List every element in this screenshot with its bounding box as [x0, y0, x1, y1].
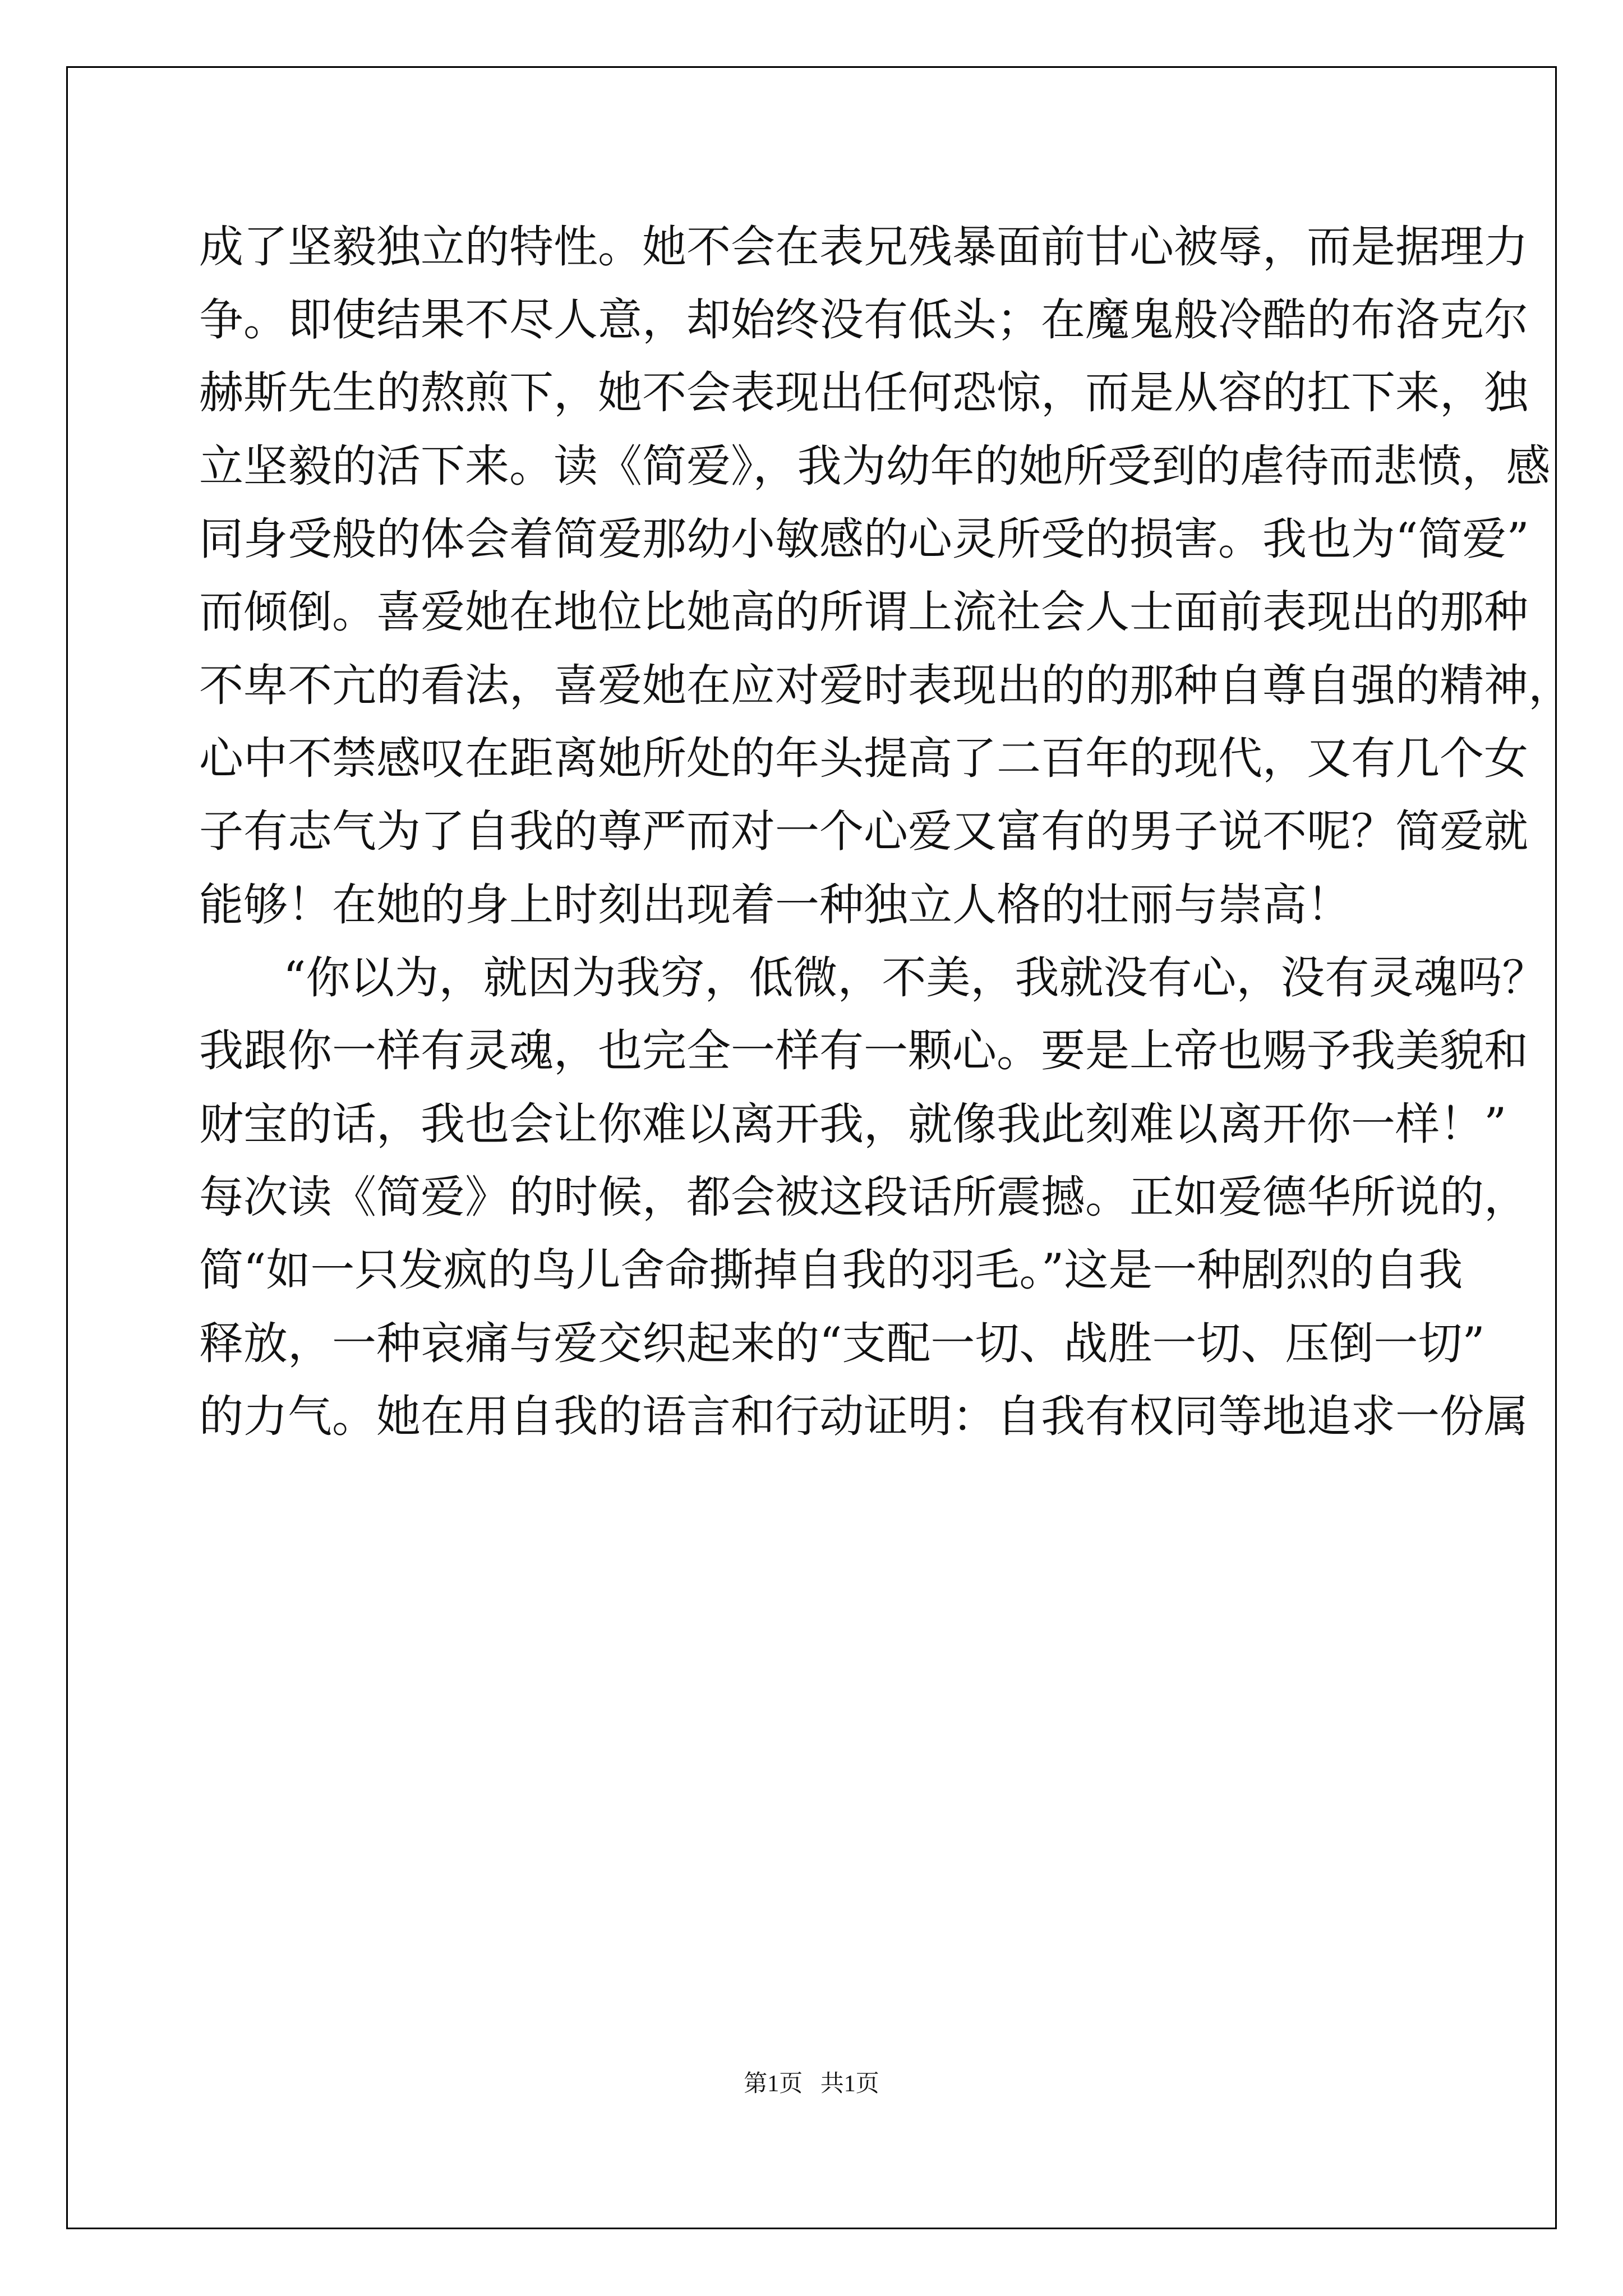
paragraph-first-line: “你以为，就因为我穷，低微，不美，我就没有心，没有灵魂吗？ [283, 952, 1547, 1004]
text-line: 不卑不亢的看法，喜爱她在应对爱时表现出的的那种自尊自强的精神， [199, 660, 1573, 711]
text-line: 释放，一种哀痛与爱交织起来的“支配一切、战胜一切、压倒一切” [199, 1318, 1485, 1369]
text-line: 子有志气为了自我的尊严而对一个心爱又富有的男子说不呢？简爱就 [199, 806, 1528, 857]
text-line: 而倾倒。喜爱她在地位比她高的所谓上流社会人士面前表现出的那种 [199, 586, 1528, 638]
text-line: 财宝的话，我也会让你难以离开我，就像我此刻难以离开你一样！” [199, 1098, 1507, 1150]
text-line: 争。即使结果不尽人意，却始终没有低头；在魔鬼般冷酷的布洛克尔 [199, 294, 1528, 346]
text-line: 成了坚毅独立的特性。她不会在表兄残暴面前甘心被辱，而是据理力 [199, 221, 1528, 273]
text-line: 的力气。她在用自我的语言和行动证明：自我有权同等地追求一份属 [199, 1391, 1528, 1442]
text-line: 能够！在她的身上时刻出现着一种独立人格的壮丽与崇高！ [199, 879, 1351, 931]
text-line: 同身受般的体会着简爱那幼小敏感的心灵所受的损害。我也为“简爱” [199, 513, 1529, 565]
text-line: 赫斯先生的熬煎下，她不会表现出任何恐惊，而是从容的扛下来，独 [199, 367, 1528, 418]
text-line: 我跟你一样有灵魂，也完全一样有一颗心。要是上帝也赐予我美貌和 [199, 1025, 1528, 1076]
text-line: 简“如一只发疯的鸟儿舍命撕掉自我的羽毛。”这是一种剧烈的自我 [199, 1244, 1463, 1296]
text-line: 立坚毅的活下来。读《简爱》，我为幼年的她所受到的虐待而悲愤，感 [199, 440, 1551, 492]
page-footer: 第1页 共1页 [744, 2071, 879, 2097]
text-line: 每次读《简爱》的时候，都会被这段话所震撼。正如爱德华所说的， [199, 1171, 1528, 1223]
text-line: 心中不禁感叹在距离她所处的年头提高了二百年的现代，又有几个女 [199, 733, 1528, 784]
